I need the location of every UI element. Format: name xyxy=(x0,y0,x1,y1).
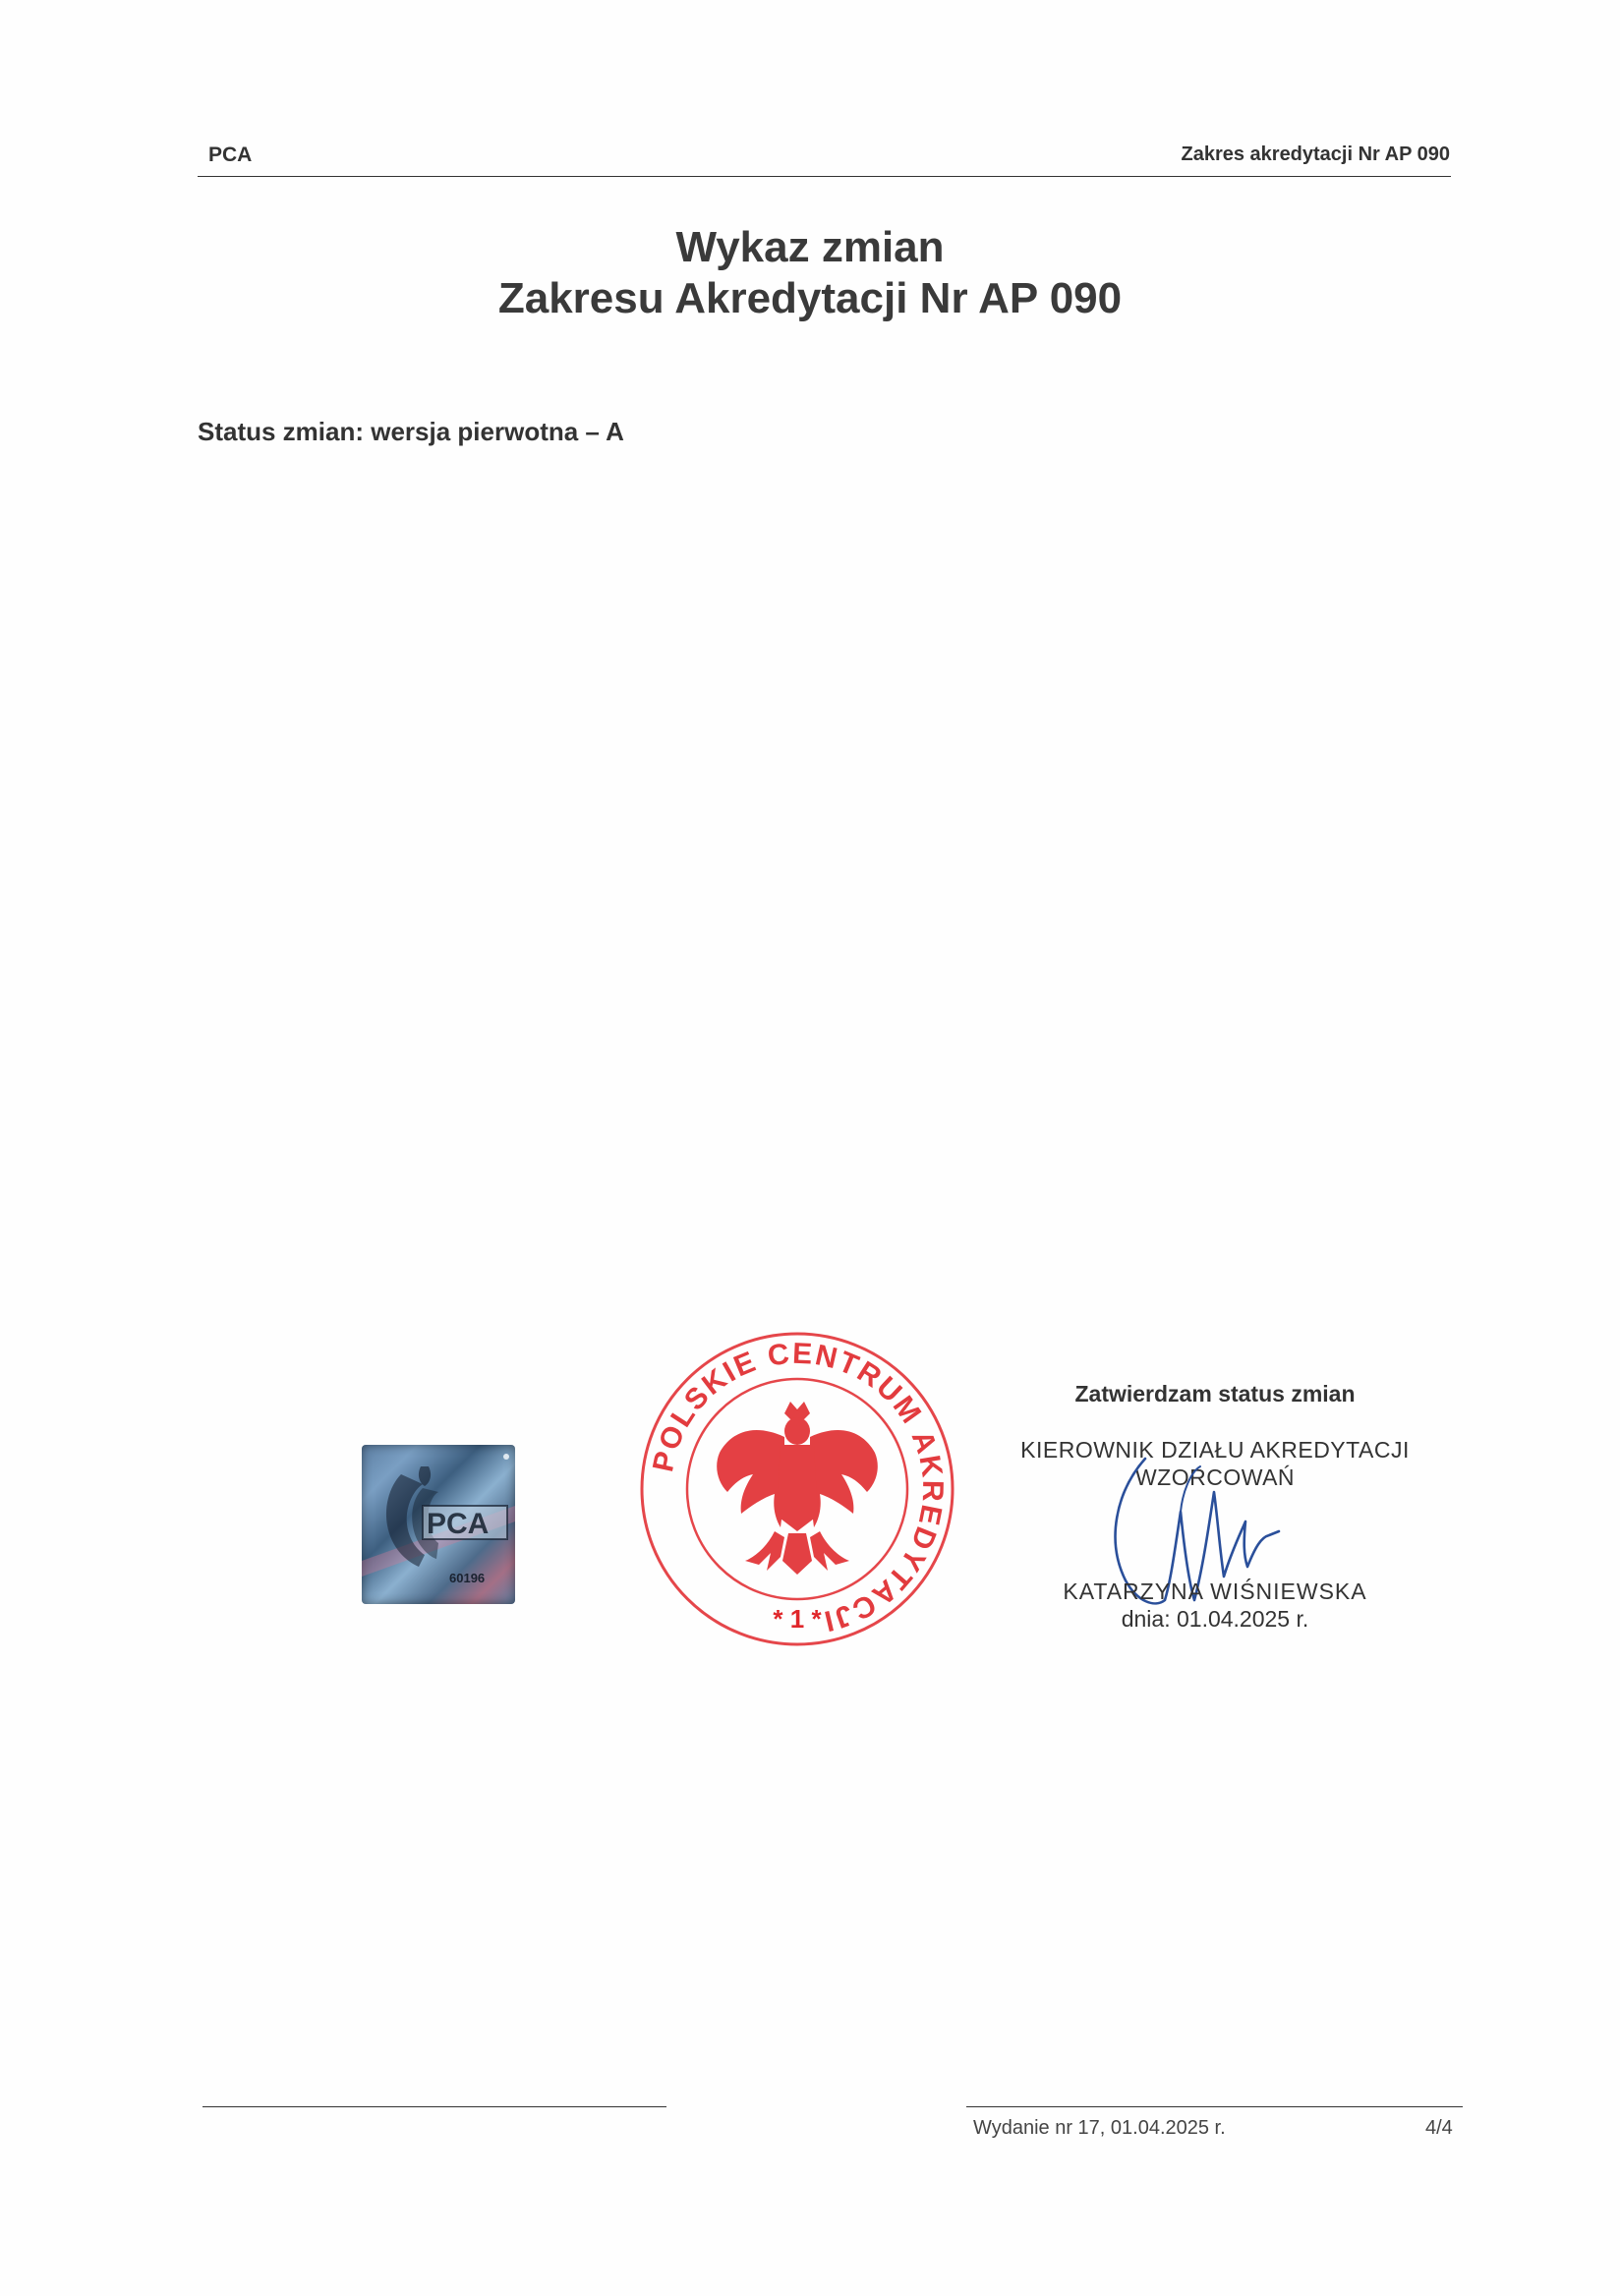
hologram-label: PCA xyxy=(427,1508,490,1540)
page-title-line2: Zakresu Akredytacji Nr AP 090 xyxy=(497,274,1123,322)
approval-statement: Zatwierdzam status zmian xyxy=(1074,1381,1356,1406)
hologram-serial: 60196 xyxy=(449,1571,486,1585)
footer-page-number: 4/4 xyxy=(1425,2117,1453,2139)
approval-date: dnia: 01.04.2025 r. xyxy=(1121,1606,1309,1632)
signatory-position-line2: WZORCOWAŃ xyxy=(1134,1464,1296,1490)
header-divider xyxy=(198,176,1451,177)
eagle-emblem-icon xyxy=(717,1402,878,1575)
footer-edition: Wydanie nr 17, 01.04.2025 r. xyxy=(973,2117,1226,2139)
header-organization: PCA xyxy=(208,144,253,166)
change-status: Status zmian: wersja pierwotna – A xyxy=(198,417,624,446)
signatory-name: KATARZYNA WIŚNIEWSKA xyxy=(1063,1578,1367,1604)
hologram-sticker xyxy=(362,1445,515,1604)
hologram-eagle-icon xyxy=(362,1445,515,1604)
accreditation-seal-stamp xyxy=(637,1329,957,1649)
signatory-position-line1: KIEROWNIK DZIAŁU AKREDYTACJI xyxy=(1020,1437,1410,1463)
footer-divider-right xyxy=(966,2106,1463,2107)
page-title-line1: Wykaz zmian xyxy=(675,223,945,271)
seal-number: * 1 * xyxy=(773,1604,822,1634)
seal-text: POLSKIE CENTRUM AKREDYTACJI xyxy=(647,1337,950,1638)
footer-divider-left xyxy=(202,2106,666,2107)
header-document-ref: Zakres akredytacji Nr AP 090 xyxy=(1181,144,1450,165)
